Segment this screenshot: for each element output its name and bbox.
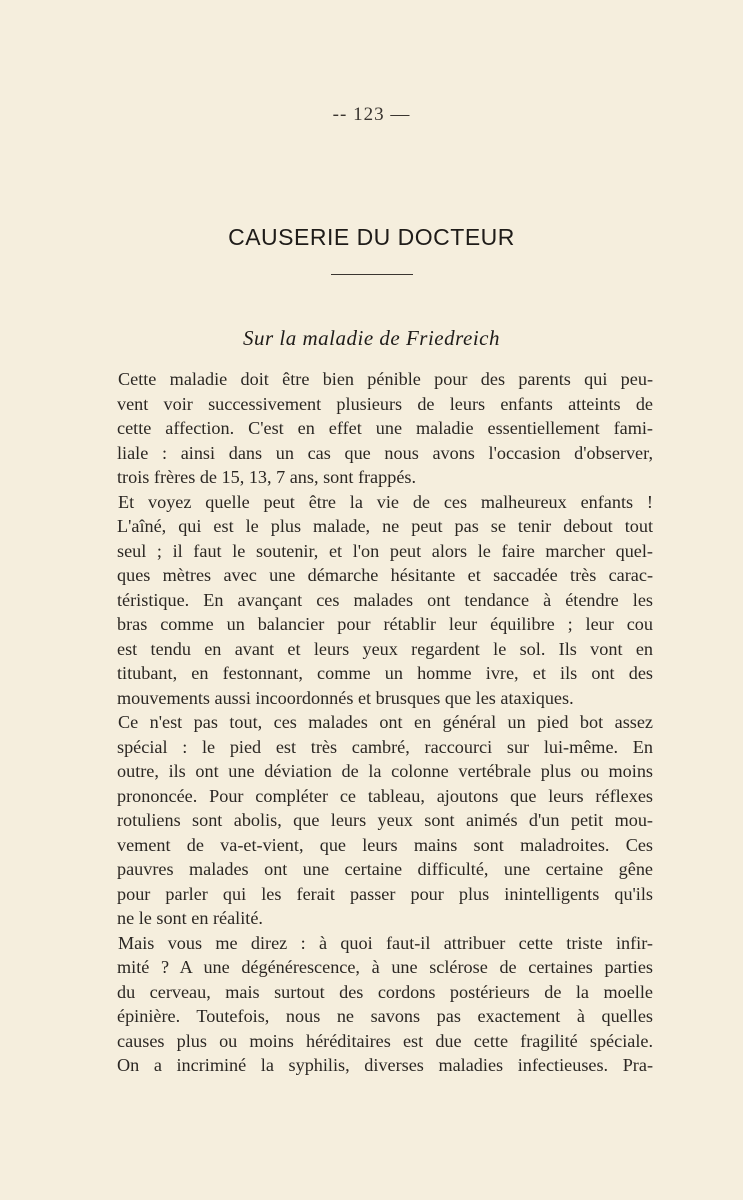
text-line: pauvres malades ont une certaine difficulté, une certaine gêne: [117, 859, 653, 879]
text-line: téristique. En avançant ces malades ont tendance à étendre les: [117, 589, 653, 610]
text-line: Mais vous me direz : à quoi faut-il attribuer cette triste infir-: [118, 932, 653, 953]
text-line: pour parler qui les ferait passer pour plus inintelligents qu'ils: [117, 883, 653, 904]
article-body: [117, 367, 653, 1078]
text-line: vent voir successivement plusieurs de leurs enfants atteints de: [117, 393, 653, 414]
text-line: mité ? A une dégénérescence, à une sclérose de certaines parties: [117, 957, 653, 977]
text-line: cette affection. C'est en effet une maladie essentiellement fami-: [117, 418, 653, 438]
paragraph: [117, 367, 653, 490]
paragraph: [117, 490, 653, 711]
text-line: On a incriminé la syphilis, diverses maladies infectieuses. Pra-: [117, 1055, 653, 1075]
text-line: L'aîné, qui est le plus malade, ne peut pas se tenir debout tout: [117, 516, 653, 536]
text-line: titubant, en festonnant, comme un homme ivre, et ils ont des: [117, 663, 653, 683]
text-line: Cette maladie doit être bien pénible pour des parents qui peu-: [118, 369, 653, 389]
article-subtitle: Sur la maladie de Friedreich: [242, 326, 500, 350]
text-line: Ce n'est pas tout, ces malades ont en général un pied bot assez: [118, 712, 653, 732]
text-line: seul ; il faut le soutenir, et l'on peut alors le faire marcher quel-: [117, 540, 653, 561]
text-line: ques mètres avec une démarche hésitante et saccadée très carac-: [117, 565, 653, 585]
text-line: ne le sont en réalité.: [117, 908, 263, 928]
text-line: bras comme un balancier pour rétablir leur équilibre ; leur cou: [117, 614, 653, 634]
text-line: prononcée. Pour compléter ce tableau, ajoutons que leurs réflexes: [117, 785, 653, 806]
text-line: mouvements aussi incoordonnés et brusques que les ataxiques.: [117, 687, 574, 708]
paragraph: [117, 931, 653, 1078]
text-line: spécial : le pied est très cambré, raccourci sur lui-même. En: [117, 736, 653, 757]
text-line: outre, ils ont une déviation de la colonne vertébrale plus ou moins: [117, 761, 653, 781]
page-title: CAUSERIE DU DOCTEUR: [228, 224, 515, 250]
text-line: du cerveau, mais surtout des cordons postérieurs de la moelle: [117, 981, 653, 1002]
text-line: trois frères de 15, 13, 7 ans, sont frappés.: [117, 467, 417, 487]
text-line: causes plus ou moins héréditaires est due cette fragilité spéciale.: [117, 1030, 653, 1051]
text-line: liale : ainsi dans un cas que nous avons l'occasion d'observer,: [117, 442, 653, 463]
text-line: rotuliens sont abolis, que leurs yeux sont animés d'un petit mou-: [117, 810, 653, 830]
text-line: est tendu en avant et leurs yeux regardent le sol. Ils vont en: [117, 638, 653, 659]
paragraph: [117, 710, 653, 931]
page-number: -- 123 —: [332, 104, 411, 125]
text-line: vement de va-et-vient, que leurs mains sont maladroites. Ces: [117, 834, 653, 855]
title-divider: [331, 274, 413, 275]
text-line: Et voyez quelle peut être la vie de ces malheureux enfants !: [118, 491, 653, 512]
text-line: épinière. Toutefois, nous ne savons pas exactement à quelles: [117, 1006, 653, 1026]
